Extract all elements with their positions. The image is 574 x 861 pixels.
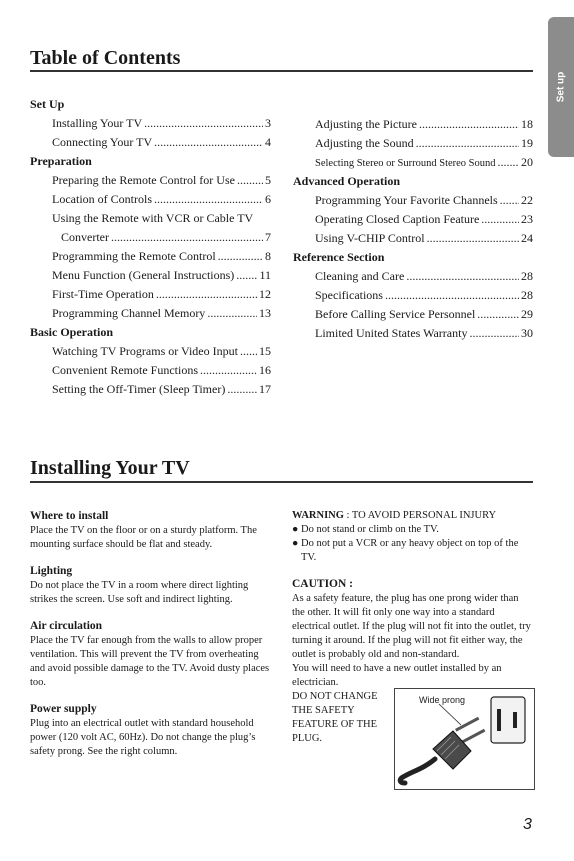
toc-entry bbox=[30, 342, 271, 361]
side-tab-label: Set up bbox=[555, 71, 567, 103]
power-supply-block bbox=[30, 702, 270, 759]
where-to-install-heading: Where to install bbox=[30, 510, 109, 522]
toc-dot-leader bbox=[469, 324, 519, 343]
bullet-icon: ● bbox=[292, 524, 299, 535]
toc-dot-leader bbox=[498, 153, 519, 172]
toc-page-number: 29 bbox=[521, 307, 533, 321]
toc-page-number: 20 bbox=[521, 155, 533, 169]
install-title: Installing Your TV bbox=[30, 457, 190, 479]
toc-entry-title: Setting the Off-Timer (Sleep Timer) bbox=[52, 382, 226, 396]
toc-entry bbox=[30, 247, 271, 266]
caution-electrician-text: You will need to have a new outlet installed by an electrician. bbox=[292, 663, 502, 688]
toc-dot-leader bbox=[477, 305, 519, 324]
toc-dot-leader bbox=[154, 133, 263, 152]
warning-bullet bbox=[292, 537, 533, 565]
toc-dot-leader bbox=[419, 115, 519, 134]
toc-title: Table of Contents bbox=[30, 47, 181, 69]
wide-prong-label: Wide prong bbox=[419, 695, 466, 705]
toc-entry bbox=[30, 190, 271, 209]
toc-section-heading: Preparation bbox=[30, 154, 92, 168]
toc-entry bbox=[30, 304, 271, 323]
install-left-column bbox=[30, 509, 270, 771]
toc-entry bbox=[30, 133, 271, 152]
toc-entry-title: Cleaning and Care bbox=[315, 269, 405, 283]
toc-entry bbox=[293, 210, 533, 229]
toc-entry bbox=[293, 153, 533, 172]
toc-dot-leader bbox=[481, 210, 519, 229]
toc-page-number: 24 bbox=[521, 231, 533, 245]
toc-entry-title: Programming the Remote Control bbox=[52, 249, 216, 263]
toc-page-number: 7 bbox=[265, 230, 271, 244]
lighting-block bbox=[30, 564, 270, 607]
toc-section-heading: Set Up bbox=[30, 97, 65, 111]
toc-entry-title: Menu Function (General Instructions) bbox=[52, 268, 235, 282]
toc-dot-leader bbox=[237, 171, 263, 190]
air-circulation-heading: Air circulation bbox=[30, 620, 103, 632]
toc-page-number: 17 bbox=[259, 382, 271, 396]
toc-page-number: 16 bbox=[259, 363, 271, 377]
power-supply-text: Plug into an electrical outlet with standard household power (120 volt AC, 60Hz). Do not change the plug’s safety prong. See the right column. bbox=[30, 718, 256, 757]
toc-page-number: 30 bbox=[521, 326, 533, 340]
toc-entry bbox=[293, 267, 533, 286]
toc-dot-leader bbox=[416, 134, 519, 153]
toc-dot-leader bbox=[427, 229, 519, 248]
warning-label: WARNING bbox=[292, 510, 344, 521]
toc-entry-title: Connecting Your TV bbox=[52, 135, 153, 149]
toc-dot-leader bbox=[218, 247, 263, 266]
where-to-install-block bbox=[30, 509, 270, 552]
toc-entry-title: Limited United States Warranty bbox=[315, 326, 468, 340]
toc-page-number: 8 bbox=[265, 249, 271, 263]
where-to-install-text: Place the TV on the floor or on a sturdy platform. The mounting surface should be flat and steady. bbox=[30, 525, 257, 550]
toc-entry bbox=[293, 286, 533, 305]
toc-entry-title: Specifications bbox=[315, 288, 383, 302]
warning-text: : TO AVOID PERSONAL INJURY bbox=[343, 510, 497, 521]
caution-text: As a safety feature, the plug has one prong wider than the other. It will fit only one way into a standard electrical outlet. If the plug will not fit into the outlet, try turning it around. If the plug will not fit either way, the outlet is probably old and non-standard. bbox=[292, 593, 531, 660]
toc-entry bbox=[30, 228, 271, 247]
toc-dot-leader bbox=[156, 285, 257, 304]
toc-entry-title: Operating Closed Caption Feature bbox=[315, 212, 480, 226]
toc-page-number: 11 bbox=[259, 268, 271, 282]
toc-dot-leader bbox=[236, 266, 257, 285]
page-number: 3 bbox=[523, 816, 532, 833]
toc-page-number: 19 bbox=[521, 136, 533, 150]
toc-dot-leader bbox=[200, 361, 257, 380]
toc-dot-leader bbox=[227, 380, 257, 399]
toc-entry-title: Converter bbox=[61, 230, 109, 244]
toc-entry bbox=[30, 361, 271, 380]
toc-section-heading: Reference Section bbox=[293, 250, 385, 264]
toc-page-number: 13 bbox=[259, 306, 271, 320]
toc-entry bbox=[293, 305, 533, 324]
toc-left-column bbox=[30, 95, 271, 399]
toc-page-number: 23 bbox=[521, 212, 533, 226]
toc-entry-title: Convenient Remote Functions bbox=[52, 363, 198, 377]
toc-entry-title: Preparing the Remote Control for Use bbox=[52, 173, 235, 187]
toc-page-number: 3 bbox=[265, 116, 271, 130]
warning-bullet-text: Do not put a VCR or any heavy object on top of the TV. bbox=[301, 538, 519, 563]
toc-entry bbox=[293, 191, 533, 210]
caution-do-not-change: DO NOT CHANGE THE SAFETY FEATURE OF THE PLUG. bbox=[292, 691, 378, 744]
toc-dot-leader bbox=[406, 267, 519, 286]
toc-page-number: 28 bbox=[521, 288, 533, 302]
air-circulation-text: Place the TV far enough from the walls to allow proper ventilation. This will prevent the TV from overheating and avoid possible damage to the TV. Avoid dusty places too. bbox=[30, 635, 270, 688]
toc-right-column bbox=[293, 115, 533, 343]
toc-dot-leader bbox=[207, 304, 257, 323]
toc-entry bbox=[293, 115, 533, 134]
warning-line bbox=[292, 509, 533, 523]
toc-entry-title: Using V-CHIP Control bbox=[315, 231, 425, 245]
toc-entry bbox=[293, 324, 533, 343]
toc-page-number: 12 bbox=[259, 287, 271, 301]
lighting-text: Do not place the TV in a room where direct lighting strikes the screen. Use soft and indirect lighting. bbox=[30, 580, 249, 605]
power-supply-heading: Power supply bbox=[30, 703, 97, 715]
toc-entry bbox=[293, 134, 533, 153]
air-circulation-block bbox=[30, 619, 270, 690]
toc-entry-text: Using the Remote with VCR or Cable TV bbox=[52, 211, 254, 225]
plug-illustration bbox=[394, 688, 535, 790]
caution-heading: CAUTION : bbox=[292, 578, 354, 590]
toc-entry bbox=[30, 380, 271, 399]
toc-dot-leader bbox=[500, 191, 519, 210]
toc-page-number: 22 bbox=[521, 193, 533, 207]
toc-dot-leader bbox=[385, 286, 519, 305]
warning-bullet-text: Do not stand or climb on the TV. bbox=[301, 524, 439, 535]
toc-entry-title: Selecting Stereo or Surround Stereo Sound bbox=[315, 158, 496, 169]
toc-page-number: 4 bbox=[265, 135, 271, 149]
toc-dot-leader bbox=[144, 114, 263, 133]
section-side-tab bbox=[548, 17, 574, 157]
toc-dot-leader bbox=[240, 342, 257, 361]
toc-entry bbox=[30, 285, 271, 304]
toc-entry bbox=[30, 114, 271, 133]
lighting-heading: Lighting bbox=[30, 565, 73, 577]
toc-page-number: 6 bbox=[265, 192, 271, 206]
toc-section-heading: Advanced Operation bbox=[293, 174, 401, 188]
warning-bullet bbox=[292, 523, 533, 537]
toc-entry-title: Adjusting the Sound bbox=[315, 136, 414, 150]
bullet-icon: ● bbox=[292, 538, 299, 549]
toc-entry-title: Installing Your TV bbox=[52, 116, 143, 130]
toc-entry-title: Programming Channel Memory bbox=[52, 306, 206, 320]
toc-page-number: 5 bbox=[265, 173, 271, 187]
toc-section-heading: Basic Operation bbox=[30, 325, 113, 339]
toc-title-rule bbox=[30, 70, 533, 72]
toc-dot-leader bbox=[154, 190, 263, 209]
toc-entry bbox=[30, 171, 271, 190]
toc-entry-title: Adjusting the Picture bbox=[315, 117, 417, 131]
toc-entry-title: Watching TV Programs or Video Input bbox=[52, 344, 238, 358]
toc-page-number: 18 bbox=[521, 117, 533, 131]
install-title-rule bbox=[30, 481, 533, 483]
toc-page-number: 28 bbox=[521, 269, 533, 283]
toc-entry-title: First-Time Operation bbox=[52, 287, 154, 301]
toc-dot-leader bbox=[111, 228, 263, 247]
toc-entry-title: Programming Your Favorite Channels bbox=[315, 193, 498, 207]
toc-entry bbox=[30, 266, 271, 285]
toc-entry-title: Before Calling Service Personnel bbox=[315, 307, 476, 321]
toc-entry-title: Location of Controls bbox=[52, 192, 152, 206]
toc-entry bbox=[293, 229, 533, 248]
toc-page-number: 15 bbox=[259, 344, 271, 358]
